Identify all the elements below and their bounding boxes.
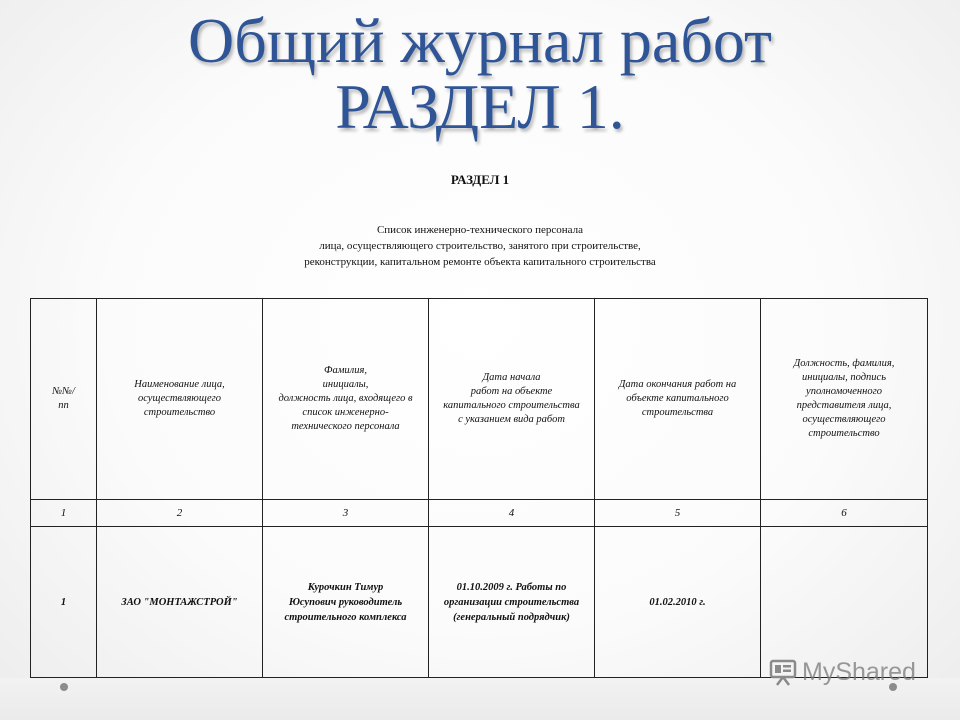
table-row — [31, 527, 928, 678]
column-number: 5 — [595, 500, 761, 527]
row-signature — [761, 527, 928, 678]
header-cell-end-date: Дата окончания работ на объекте капитального строительства — [595, 299, 761, 500]
column-number: 6 — [761, 500, 928, 527]
header-cell-signature: Должность, фамилия, инициалы, подпись уполномоченного представителя лица, осуществляющего строительство — [761, 299, 928, 500]
slide-title-line1: Общий журнал работ — [187, 5, 773, 76]
header-cell-organization: Наименование лица, осуществляющего строительство — [97, 299, 263, 500]
header-cell-start-date: Дата начала работ на объекте капитального строительства с указанием вида работ — [429, 299, 595, 500]
row-organization: ЗАО "МОНТАЖСТРОЙ" — [97, 527, 263, 678]
column-number: 3 — [263, 500, 429, 527]
myshared-watermark — [768, 656, 916, 688]
subtitle-line: реконструкции, капитальном ремонте объекта капитального строительства — [304, 256, 656, 268]
header-cell-person: Фамилия, инициалы, должность лица, входящего в список инженерно- технического персонала — [263, 299, 429, 500]
subtitle-line: лица, осуществляющего строительство, занятого при строительстве, — [319, 240, 641, 252]
document-heading: РАЗДЕЛ 1 — [450, 172, 510, 187]
table-header-row — [31, 299, 928, 500]
subtitle-line: Список инженерно-технического персонала — [376, 224, 584, 236]
column-number-row — [31, 500, 928, 527]
slide-title — [0, 5, 960, 142]
document-subtitle — [0, 222, 960, 270]
row-number: 1 — [31, 527, 97, 678]
presentation-icon — [768, 657, 798, 687]
column-number: 1 — [31, 500, 97, 527]
row-start-date: 01.10.2009 г. Работы по организации строительства (генеральный подрядчик) — [429, 527, 595, 678]
slide-title-line2: РАЗДЕЛ 1. — [335, 71, 625, 142]
header-cell-number: №№/ пп — [31, 299, 97, 500]
row-end-date: 01.02.2010 г. — [595, 527, 761, 678]
slide-bullet-dot-left — [60, 683, 68, 691]
row-person: Курочкин Тимур Юсупович руководитель строительного комплекса — [263, 527, 429, 678]
column-number: 2 — [97, 500, 263, 527]
watermark-text: MyShared — [802, 657, 916, 686]
column-number: 4 — [429, 500, 595, 527]
personnel-table — [30, 298, 928, 678]
